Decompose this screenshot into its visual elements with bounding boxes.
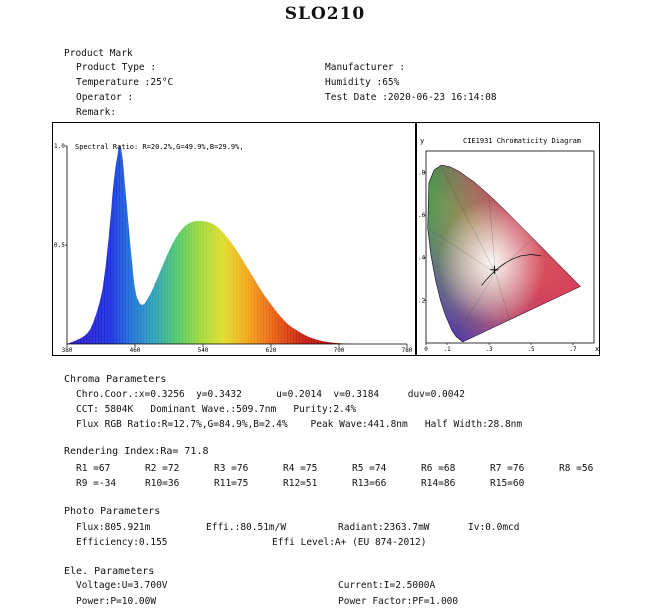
cie-y-tick-label: .8	[418, 169, 426, 177]
rendering-value: R9 =-34	[76, 478, 117, 489]
rendering-value: R15=60	[490, 478, 525, 489]
electrical-heading: Ele. Parameters	[64, 566, 155, 577]
chroma-heading: Chroma Parameters	[64, 374, 167, 385]
cct-line: CCT: 5804K Dominant Wave.:509.7nm Purity:2.4%	[76, 404, 357, 415]
power-factor-value: Power Factor:PF=1.000	[338, 596, 459, 607]
efficiency-value: Efficiency:0.155	[76, 537, 168, 548]
rendering-value: R4 =75	[283, 463, 318, 474]
cie-y-tick-label: .4	[418, 254, 426, 262]
product-type: Product Type :	[76, 62, 157, 73]
rendering-value: R3 =76	[214, 463, 249, 474]
cie-x-axis-label: x	[595, 345, 599, 353]
cie-panel	[416, 122, 600, 356]
cie-x-tick-label: .7	[569, 346, 577, 353]
cie-x-tick-label: .5	[527, 346, 535, 353]
spectrum-y-tick-label: 0.5	[54, 242, 65, 249]
flux-value: Flux:805.921m	[76, 522, 151, 533]
cie-y-tick-label: .6	[418, 212, 426, 219]
rendering-value: R6 =68	[421, 463, 456, 474]
operator: Operator :	[76, 92, 134, 103]
rendering-value: R14=86	[421, 478, 456, 489]
spectrum-panel	[52, 122, 416, 356]
report-title: SLO210	[284, 4, 366, 24]
spectral-ratio-annotation: Spectral Ratio: R=20.2%,G=49.9%,B=29.9%,	[75, 143, 244, 151]
flux-rgb-line: Flux RGB Ratio:R=12.7%,G=84.9%,B=2.4% Peak Wave:441.8nm Half Width:28.8nm	[76, 419, 523, 430]
iv-value: Iv:0.0mcd	[468, 522, 520, 533]
manufacturer: Manufacturer :	[325, 62, 406, 73]
rendering-value: R11=75	[214, 478, 249, 489]
cie-y-tick-label: .2	[418, 297, 426, 305]
rendering-value: R1 =67	[76, 463, 111, 474]
cie-title: CIE1931 Chromaticity Diagram	[463, 137, 582, 145]
spectrum-x-tick-label: 380	[61, 347, 73, 354]
current-value: Current:I=2.5000A	[338, 580, 436, 591]
test-date: Test Date :2020-06-23 16:14:08	[325, 92, 497, 103]
temperature: Temperature :25°C	[76, 77, 174, 88]
rendering-value: R12=51	[283, 478, 318, 489]
rendering-value: R13=66	[352, 478, 387, 489]
effi-value: Effi.:80.51m/W	[206, 522, 287, 533]
cie-white-region	[428, 165, 581, 342]
effi-level-value: Effi Level:A+ (EU 874-2012)	[272, 537, 427, 548]
spectrum-x-tick-label: 700	[333, 347, 345, 354]
spectrum-chart	[53, 123, 415, 355]
chroma-coordinates: Chro.Coor.:x=0.3256 y=0.3432 u=0.2014 v=0.3184 duv=0.0042	[76, 389, 465, 400]
rendering-value: R10=36	[145, 478, 180, 489]
rendering-value: R2 =72	[145, 463, 180, 474]
cie-x-tick-label: 0	[424, 346, 428, 353]
spectrum-x-tick-label: 620	[265, 347, 277, 354]
spectrum-y-tick-label: 1.0	[54, 143, 65, 150]
cie-x-tick-label: .3	[485, 346, 493, 353]
spectrum-x-tick-label: 780	[401, 347, 413, 354]
rendering-value: R7 =76	[490, 463, 525, 474]
spectrum-x-tick-label: 540	[197, 347, 209, 354]
power-value: Power:P=10.00W	[76, 596, 157, 607]
rendering-value: R5 =74	[352, 463, 387, 474]
humidity: Humidity :65%	[325, 77, 400, 88]
cie-y-axis-label: y	[420, 137, 425, 145]
voltage-value: Voltage:U=3.700V	[76, 580, 168, 591]
remark: Remark:	[76, 107, 117, 118]
cie-chromaticity-diagram	[417, 123, 599, 355]
photo-heading: Photo Parameters	[64, 506, 161, 517]
spectrum-area	[67, 146, 356, 344]
rendering-value: R8 =56	[559, 463, 594, 474]
spectrum-x-tick-label: 460	[129, 347, 141, 354]
rendering-index-heading: Rendering Index:Ra= 71.8	[64, 446, 209, 457]
cie-x-tick-label: .1	[443, 346, 451, 353]
product-mark-heading: Product Mark	[64, 48, 133, 59]
radiant-value: Radiant:2363.7mW	[338, 522, 430, 533]
